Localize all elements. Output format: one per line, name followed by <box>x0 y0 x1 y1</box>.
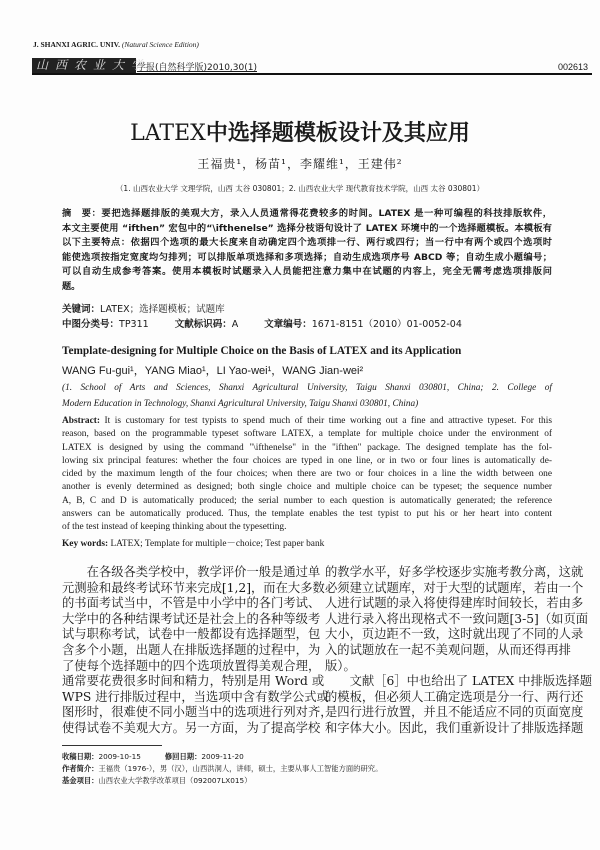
abstract-label: Abstract: <box>62 416 101 426</box>
abstract-text: It is customary for test typists to spend much of their time working out a fine and attractive typeset. For this <box>100 416 552 426</box>
revised-date: 2009-11-20 <box>201 752 244 761</box>
text-line: LATEX is designed by using the command "\ifthenelse" in the "ifthen" package. The designed template has the fol- <box>62 442 552 453</box>
clc-label: 中图分类号： <box>62 319 120 330</box>
bio-text: 王福贵（1976-），男（汉），山西洪洞人，讲师，硕士，主要从事人工智能方面的研究。 <box>98 764 383 773</box>
text-line: cided by the maximum length of the four choices; when there are two or four choices in a line the width between one <box>62 469 552 480</box>
text-line: 通常要花费很多时间和精力，特别是用 Word 或 <box>62 674 325 689</box>
paper-title <box>0 116 600 147</box>
text-line: 题。 <box>62 280 81 292</box>
doc-id-value: A <box>231 319 239 330</box>
footnote-dates <box>62 751 382 763</box>
text-line: 本文主要使用 “ifthen” 宏包中的“\ifthenelse” 选择分枝语句设计了 LATEX 环境中的一个选择题模板。本模板有 <box>62 222 552 234</box>
journal-abbrev: J. SHANXI AGRIC. UNIV. <box>33 40 120 49</box>
text-line: 的书面考试当中，不管是中小学中的各门考试、 <box>62 596 321 611</box>
text-line: 图形时，很难使不同小题当中的选项进行列对齐， <box>62 705 333 720</box>
text-line: of the test instead of keeping thinking about the typesetting. <box>62 522 287 533</box>
text-line: 含多个小题，出题人在排版选择题的过程中，为 <box>62 642 321 657</box>
body-column-left <box>62 565 333 737</box>
affiliation-en <box>62 380 552 412</box>
text-line: lowing six principal features: whether the four choices are typed in one line, or in two or four lines is automatically de- <box>62 455 552 466</box>
text-line: (1. School of Arts and Sciences, Shanxi Agricultural University, Taigu Shanxi 030801, China; 2. College of <box>62 383 552 393</box>
text-line: 可以自动生成参考答案。使用本模板时试题录入人员能把注意力集中在试题的内容上，完全无需考虑选项排版问 <box>62 266 552 277</box>
paper-title-en: Template-designing for Multiple Choice on the Basis of LATEX and its Application <box>62 345 462 357</box>
text-line: 试与职称考试，试卷中一般都设有选择题型，包 <box>62 627 321 642</box>
revised-label: 修回日期： <box>164 752 202 761</box>
clc-value: TP311 <box>119 319 149 330</box>
text-line: 人进行试题的录入将使得建库时间较长，若由多 <box>325 596 584 611</box>
text-line: 版）。 <box>325 658 356 673</box>
footnote-bio <box>62 763 382 775</box>
text-line: 文献［6］中也给出了 LATEX 中排版选择题 <box>325 674 592 689</box>
text-line: 是四行进行放置，并且不能适应不同的页面宽度 <box>325 705 584 720</box>
fund-label: 基金项目： <box>62 776 99 785</box>
text-line: WPS 进行排版过程中，当选项中含有数学公式或 <box>62 689 329 704</box>
text-line: 的模板，但必须人工确定选项是分一行、两行还 <box>325 689 584 704</box>
text-line: 以下主要特点：依据四个选项的最大长度来自动确定四个选项排一行、两行或四行；当一行中有两个或四个选项时 <box>62 237 552 248</box>
title-latin: LATEX <box>130 121 206 146</box>
text-line: 了使每个选择题中的四个选项放置得美观合理， <box>62 658 321 673</box>
authors-cn: 王福贵¹，杨苗¹，李耀维¹，王建伟² <box>197 157 403 171</box>
bio-label: 作者简介： <box>62 764 99 773</box>
document-code: 002613 <box>557 62 588 72</box>
text-line: 入的试题放在一起不美观问题，从而还得再排 <box>325 642 571 657</box>
text-line: A, B, C and D is automatically produced; the serial number to each question is automatically generated; the reference <box>62 495 552 506</box>
text-line: another is evenly determined as designed; both single choice and multiple choice can be typeset; the sequence number <box>62 482 552 493</box>
fund-text: 山西农业大学教学改革项目（092007LX015） <box>98 776 252 785</box>
text-line: 使得试卷不美观大方。另一方面，为了提高学校 <box>62 720 321 735</box>
footnote-rule <box>62 745 162 746</box>
journal-issue: 学报(自然科学版)2010,30(1) <box>137 63 257 73</box>
text-line: 能使选项按指定宽度均匀排列；可以排版单项选择和多项选择；自动生成选项序号 ABCD 等；自动生成小题编号； <box>62 251 552 263</box>
doc-id-label: 文献标识码： <box>174 319 232 330</box>
keywords-cn <box>62 301 225 315</box>
classification-line <box>62 316 462 330</box>
text-line: 的教学水平，好多学校逐步实施考教分离，这就 <box>325 565 584 579</box>
keywords-en-value: LATEX; Template for multiple－choice; Test paper bank <box>108 539 325 549</box>
keywords-en-label: Key words: <box>62 539 109 549</box>
text-line: 摘 要：要把选择题排版的美观大方，录入人员通常得花费较多的时间。LATEX 是一种可编程的科技排版软件， <box>62 208 552 219</box>
affiliation-cn: （1. 山西农业大学 文理学院，山西 太谷 030801；2. 山西农业大学 现代教育技术学院，山西 太谷 030801） <box>115 184 485 193</box>
text-line: 大小，页边距不一致，这时就出现了不同的人录 <box>325 627 584 642</box>
keywords-label: 关键词： <box>62 304 101 315</box>
footnotes <box>62 751 382 787</box>
text-line: reason, based on the programmable typeset software LATEX, a template for multiple choice under the environment of <box>62 429 552 440</box>
keywords-en <box>62 535 324 549</box>
authors-en: WANG Fu-gui¹，YANG Miao¹，LI Yao-wei¹，WANG Jian-wei² <box>62 365 364 377</box>
text-line: Modern Education in Technology, Shanxi Agricultural University, Taigu Shanxi 030801, China) <box>62 399 419 409</box>
journal-logo: 山西农业大学 <box>32 58 136 73</box>
abstract-en <box>62 415 552 535</box>
journal-name-en <box>33 40 199 49</box>
journal-edition: (Natural Science Edition) <box>121 40 199 49</box>
footnote-fund <box>62 775 382 787</box>
text-line: 必须建立试题库，对于大型的试题库，若由一个 <box>325 580 584 595</box>
text-line <box>62 415 552 428</box>
text-line: 和字体大小。因此，我们重新设计了排版选择题 <box>325 720 584 735</box>
article-no-value: 1671-8151（2010）01-0052-04 <box>311 319 462 330</box>
received-label: 收稿日期： <box>62 752 99 761</box>
abstract-cn <box>62 207 552 294</box>
text-line: 人进行录入将出现格式不一致问题[3-5]（如页面 <box>325 611 589 626</box>
header-rule <box>32 73 592 75</box>
title-cn: 中选择题模板设计及其应用 <box>205 121 470 146</box>
text-line: 在各级各类学校中，教学评价一般是通过单 <box>62 565 321 579</box>
article-no-label: 文章编号： <box>264 319 312 330</box>
text-line: 元测验和最终考试环节来完成[1,2]，而在大多数 <box>62 580 325 595</box>
received-date: 2009-10-15 <box>98 752 141 761</box>
text-line: answers can be automatically produced. Thus, the template enables the test typist to put his or her heart into content <box>62 509 552 520</box>
text-line: 大学中的各种结课考试还是社会上的各种等级考 <box>62 611 321 626</box>
body-column-right <box>325 565 592 737</box>
keywords-value: LATEX；选择题模板；试题库 <box>100 304 225 315</box>
